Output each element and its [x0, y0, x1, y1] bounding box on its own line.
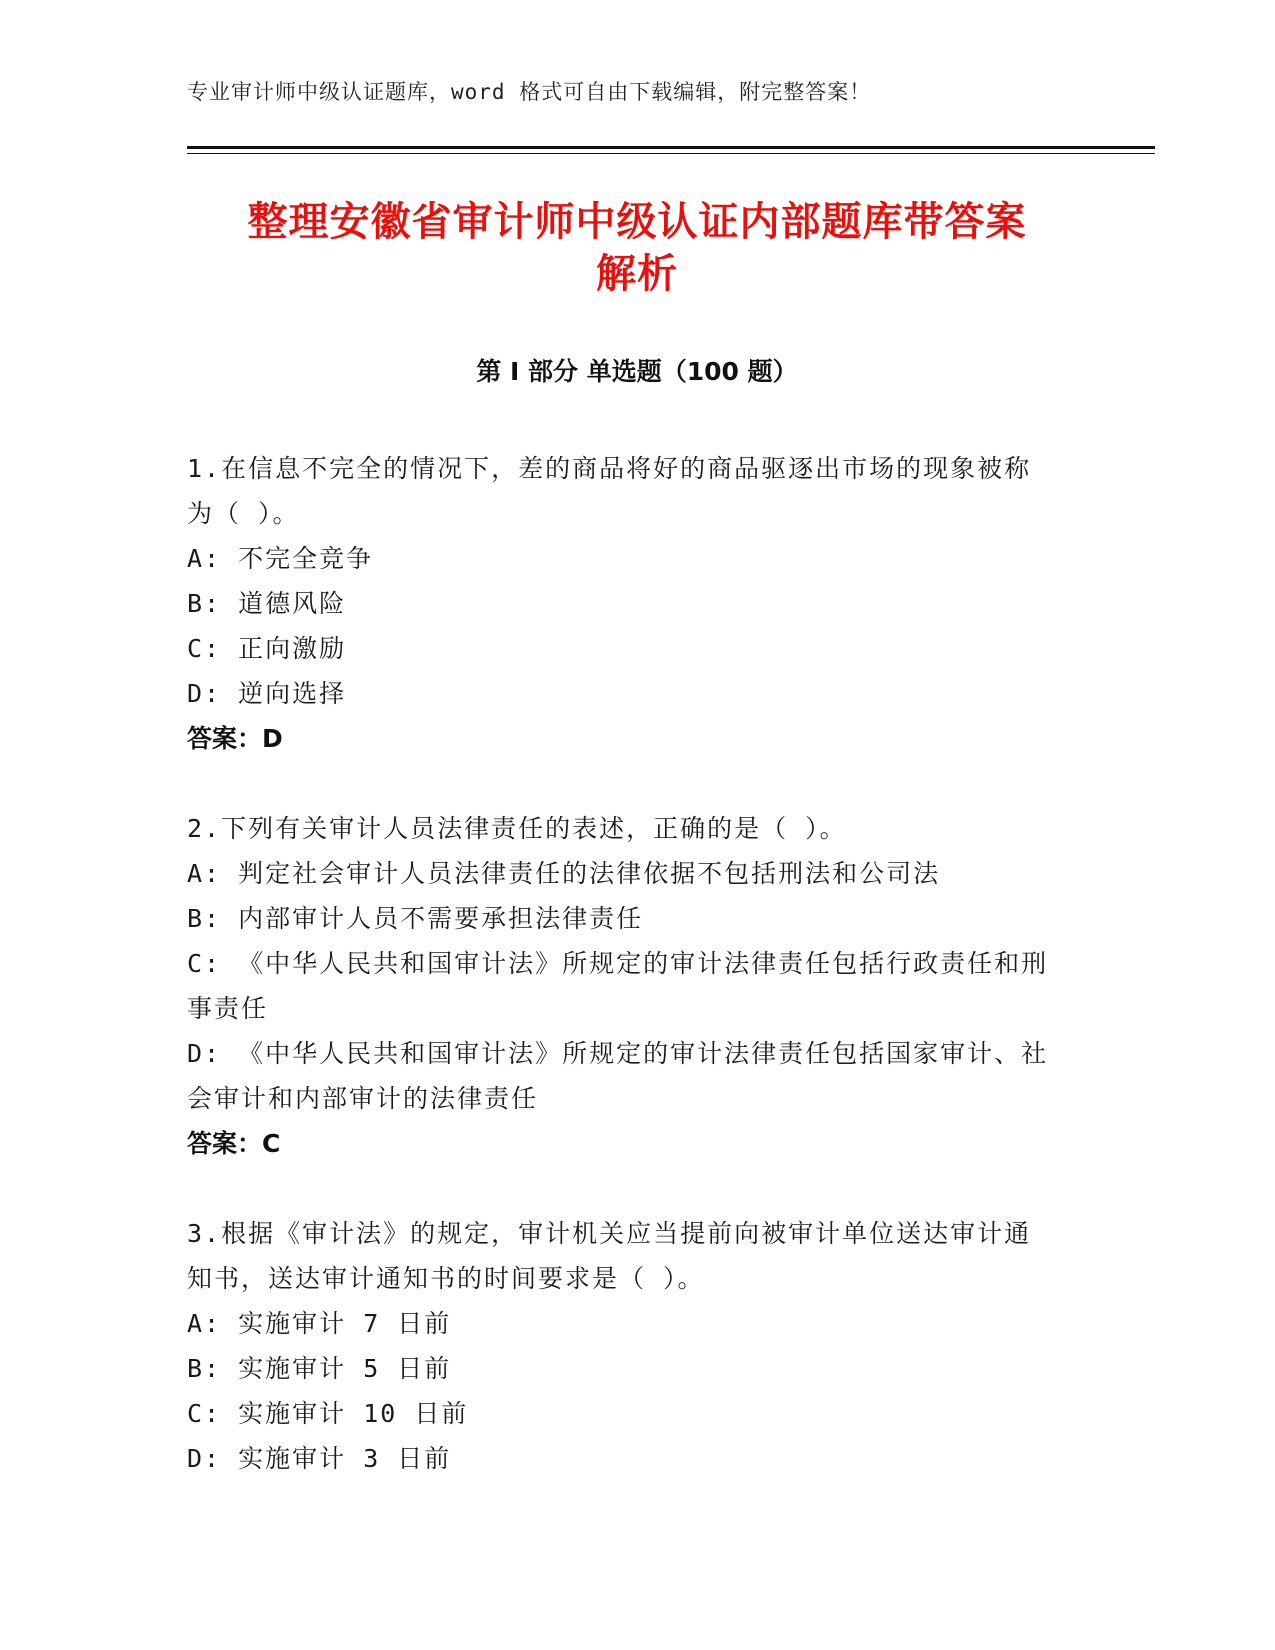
question-stem: 2.下列有关审计人员法律责任的表述，正确的是（ ）。 — [187, 814, 847, 843]
option-a: A: 实施审计 7 日前 — [187, 1309, 452, 1338]
question-stem: 3.根据《审计法》的规定，审计机关应当提前向被审计单位送达审计通知书，送达审计通知书的时间要求是（ ）。 — [187, 1219, 1032, 1293]
option-b: B: 道德风险 — [187, 589, 347, 618]
document-title-line-1: 整理安徽省审计师中级认证内部题库带答案 — [247, 199, 1027, 245]
question-list — [187, 446, 1057, 1526]
document-title-line-2: 解析 — [596, 251, 678, 297]
option-c: C: 实施审计 10 日前 — [187, 1399, 469, 1428]
answer: 答案：C — [187, 1129, 281, 1158]
option-b: B: 实施审计 5 日前 — [187, 1354, 452, 1383]
question-3 — [187, 1211, 1057, 1481]
question-2 — [187, 806, 1057, 1166]
document-title — [187, 196, 1087, 300]
option-c: C: 正向激励 — [187, 634, 347, 663]
section-title: 第 I 部分 单选题（100 题） — [476, 357, 798, 386]
option-b: B: 内部审计人员不需要承担法律责任 — [187, 904, 644, 933]
header-divider-thick — [187, 146, 1155, 149]
option-c: C: 《中华人民共和国审计法》所规定的审计法律责任包括行政责任和刑事责任 — [187, 949, 1049, 1023]
option-d: D: 逆向选择 — [187, 679, 347, 708]
answer: 答案：D — [187, 724, 283, 753]
option-a: A: 判定社会审计人员法律责任的法律依据不包括刑法和公司法 — [187, 859, 941, 888]
option-d: D: 《中华人民共和国审计法》所规定的审计法律责任包括国家审计、社会审计和内部审计的法律责任 — [187, 1039, 1049, 1113]
option-d: D: 实施审计 3 日前 — [187, 1444, 452, 1473]
question-stem: 1.在信息不完全的情况下，差的商品将好的商品驱逐出市场的现象被称为（ ）。 — [187, 454, 1032, 528]
header-note: 专业审计师中级认证题库，word 格式可自由下载编辑，附完整答案！ — [187, 80, 872, 104]
header-divider-thin — [187, 153, 1155, 154]
option-a: A: 不完全竞争 — [187, 544, 374, 573]
question-1 — [187, 446, 1057, 761]
